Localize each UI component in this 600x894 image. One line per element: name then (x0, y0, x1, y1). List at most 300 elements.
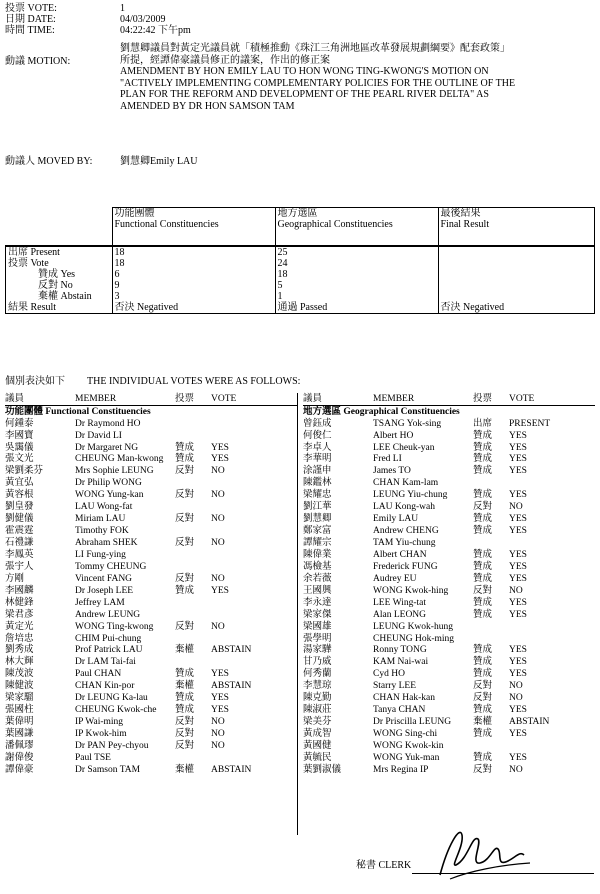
vote-zh: 贊成 (473, 657, 493, 668)
member-vote-row (303, 657, 595, 669)
member-name-en: LEUNG Kwok-hung (373, 621, 453, 632)
vote-zh: 贊成 (473, 549, 493, 560)
member-name-zh: 湯家驊 (303, 645, 332, 656)
member-name-en: Andrew LEUNG (75, 609, 141, 620)
member-vote-row (5, 454, 297, 466)
vote-zh: 贊成 (473, 514, 493, 525)
vote-zh: 反對 (175, 514, 195, 525)
vote-zh: 反對 (175, 466, 195, 477)
member-name-en: IP Wai-ming (75, 717, 124, 728)
date-label: 日期 DATE: (5, 14, 56, 25)
member-name-zh: 梁美芬 (303, 717, 332, 728)
member-name-zh: 黃毓民 (303, 752, 332, 763)
member-name-en: Albert HO (373, 430, 414, 441)
member-name-zh: 張宇人 (5, 561, 34, 572)
vote-en: YES (509, 430, 527, 441)
member-vote-row (5, 585, 297, 597)
vote-label: 投票 VOTE: (5, 3, 57, 14)
vote-zh: 贊成 (473, 454, 493, 465)
vote-zh: 出席 (473, 418, 493, 429)
member-name-en: WONG Yung-kan (75, 490, 144, 501)
member-vote-row (5, 466, 297, 478)
motion-text (120, 43, 590, 112)
member-name-en: LAU Kong-wah (373, 502, 436, 513)
member-vote-row (5, 752, 297, 764)
member-vote-row (303, 490, 595, 502)
vote-en: NO (211, 538, 225, 548)
vote-en: YES (509, 705, 527, 716)
member-name-en: CHAN Kam-lam (373, 478, 439, 489)
vote-zh: 贊成 (473, 442, 493, 453)
geographical-votes-list (303, 393, 595, 776)
member-name-zh: 李鳳英 (5, 549, 34, 560)
member-vote-row (303, 525, 595, 537)
member-name-zh: 譚偉豪 (5, 764, 34, 775)
vote-zh: 反對 (175, 740, 195, 751)
vote-zh: 反對 (473, 693, 493, 704)
member-name-en: IP Kwok-him (75, 729, 127, 739)
motion-line: AMENDED BY DR HON SAMSON TAM (120, 100, 295, 112)
member-name-en: WONG Ting-kwong (75, 621, 154, 632)
member-name-en: Prof Patrick LAU (75, 645, 143, 656)
member-name-en: Dr Raymond HO (75, 418, 141, 429)
vote-zh: 贊成 (473, 573, 493, 584)
member-vote-row (5, 597, 297, 609)
member-name-en: Ronny TONG (373, 645, 427, 656)
member-name-en: Dr Samson TAM (75, 764, 141, 775)
vote-en: YES (509, 752, 527, 763)
member-name-en: KAM Nai-wai (373, 657, 429, 668)
member-name-zh: 陳偉業 (303, 549, 332, 560)
date-value: 04/03/2009 (120, 14, 166, 25)
member-name-en: Jeffrey LAM (75, 597, 125, 608)
member-vote-row (5, 549, 297, 561)
vote-zh: 贊成 (473, 669, 493, 680)
member-name-en: Dr David LI (75, 430, 122, 441)
member-name-en: WONG Kwok-hing (373, 585, 449, 596)
member-name-zh: 陳茂波 (5, 669, 34, 680)
member-name-zh: 王國興 (303, 585, 332, 596)
member-name-zh: 陳克勤 (303, 693, 332, 704)
final-result-header: 最後結果 Final Result (438, 208, 595, 247)
member-name-en: LEUNG Yiu-chung (373, 490, 448, 501)
vote-zh: 反對 (175, 729, 195, 739)
member-name-zh: 黃成智 (303, 729, 332, 739)
vote-zh: 反對 (473, 681, 493, 692)
member-name-zh: 李國麟 (5, 585, 34, 596)
member-name-zh: 張學明 (303, 633, 332, 644)
member-name-zh: 林大輝 (5, 657, 34, 668)
member-name-en: Alan LEONG (373, 609, 427, 620)
vote-en: YES (509, 514, 527, 525)
member-vote-row (5, 478, 297, 490)
member-vote-row (303, 585, 595, 597)
vote-en: YES (509, 490, 527, 501)
member-name-en: James TO (373, 466, 411, 477)
vote-en: YES (211, 693, 229, 704)
vote-en: YES (211, 454, 229, 465)
vote-zh: 反對 (473, 585, 493, 596)
vote-en: NO (509, 502, 523, 513)
member-name-zh: 石禮謙 (5, 538, 34, 548)
vote-zh: 反對 (175, 490, 195, 501)
motion-line: 劉慧卿議員對黃定光議員就「積極推動《珠江三角洲地區改革發展規劃綱要》配套政策」 (120, 43, 510, 54)
member-name-en: Audrey EU (373, 573, 417, 584)
member-vote-row (5, 764, 297, 776)
member-name-en: Paul CHAN (75, 669, 122, 680)
vote-en: NO (509, 764, 523, 775)
column-divider (297, 393, 298, 835)
member-vote-row (303, 442, 595, 454)
vote-en: YES (509, 609, 527, 620)
member-name-en: LI Fung-ying (75, 549, 126, 560)
clerk-label: 秘書 CLERK (356, 860, 412, 871)
member-name-en: Dr LEUNG Ka-lau (75, 693, 148, 704)
member-name-en: Timothy FOK (75, 526, 129, 537)
member-name-zh: 何鍾泰 (5, 418, 34, 429)
vote-zh: 反對 (473, 764, 493, 775)
vote-en: YES (509, 729, 527, 739)
vote-en: YES (509, 466, 527, 477)
member-name-en: CHEUNG Kwok-che (75, 705, 157, 716)
member-name-en: CHIM Pui-chung (75, 633, 142, 644)
member-vote-row (303, 418, 595, 430)
member-name-en: LAU Wong-fat (75, 502, 133, 513)
member-name-zh: 甘乃威 (303, 657, 332, 668)
vote-en: ABSTAIN (509, 717, 550, 728)
vote-en: YES (509, 669, 527, 680)
member-vote-row (303, 466, 595, 478)
member-vote-row (5, 501, 297, 513)
member-name-zh: 余若薇 (303, 573, 332, 584)
member-name-zh: 劉江華 (303, 502, 332, 513)
member-name-en: Vincent FANG (75, 573, 133, 584)
vote-en: YES (509, 561, 527, 572)
functional-votes-list (5, 393, 297, 776)
member-vote-row (5, 692, 297, 704)
member-name-zh: 張文光 (5, 454, 34, 465)
member-vote-row (303, 501, 595, 513)
member-vote-row (303, 740, 595, 752)
vote-en: ABSTAIN (211, 645, 252, 656)
member-vote-row (5, 418, 297, 430)
member-name-zh: 劉秀成 (5, 645, 34, 656)
final-result: 否決 Negatived (438, 246, 595, 314)
member-vote-row (5, 561, 297, 573)
member-vote-row (303, 692, 595, 704)
member-name-zh: 李卓人 (303, 442, 332, 453)
member-name-en: CHAN Hak-kan (373, 693, 436, 704)
vote-zh: 贊成 (175, 705, 195, 716)
member-name-en: Paul TSE (75, 752, 111, 763)
vote-zh: 棄權 (175, 764, 195, 775)
member-name-en: Fred LI (373, 454, 402, 465)
member-name-en: LEE Cheuk-yan (373, 442, 435, 453)
member-name-zh: 陳健波 (5, 681, 34, 692)
member-name-zh: 葉國謙 (5, 729, 34, 739)
vote-en: YES (509, 454, 527, 465)
member-name-en: Dr Joseph LEE (75, 585, 134, 596)
vote-zh: 贊成 (473, 466, 493, 477)
member-vote-row (303, 573, 595, 585)
vote-zh: 贊成 (473, 705, 493, 716)
member-vote-row (303, 716, 595, 728)
member-vote-row (5, 716, 297, 728)
member-vote-row (5, 537, 297, 549)
member-vote-row (303, 549, 595, 561)
member-name-en: TSANG Yok-sing (373, 418, 442, 429)
member-name-en: Dr Priscilla LEUNG (373, 717, 452, 728)
member-name-zh: 黃宜弘 (5, 478, 34, 489)
member-name-zh: 李慧琼 (303, 681, 332, 692)
member-vote-row (5, 633, 297, 645)
member-name-en: CHEUNG Man-kwong (75, 454, 164, 465)
member-name-zh: 譚耀宗 (303, 538, 332, 548)
member-name-zh: 吳靄儀 (5, 442, 34, 453)
member-name-zh: 曾鈺成 (303, 418, 332, 429)
vote-en: YES (509, 657, 527, 668)
member-name-zh: 梁家騮 (5, 693, 34, 704)
vote-en: NO (211, 466, 225, 477)
member-vote-row (303, 752, 595, 764)
vote-en: NO (509, 585, 523, 596)
vote-zh: 贊成 (473, 526, 493, 537)
vote-zh: 反對 (175, 717, 195, 728)
member-vote-row (5, 573, 297, 585)
member-vote-row (5, 740, 297, 752)
member-name-zh: 劉慧卿 (303, 514, 332, 525)
member-name-zh: 梁家傑 (303, 609, 332, 620)
member-name-en: TAM Yiu-chung (373, 538, 436, 548)
member-name-en: Dr Margaret NG (75, 442, 139, 453)
row-labels: 出席 Present 投票 Vote 贊成 Yes 反對 No 棄權 Abstain 結果 Result (6, 246, 113, 314)
geographical-section-title: 地方選區 Geographical Constituencies (303, 406, 460, 417)
vote-zh: 贊成 (175, 585, 195, 596)
member-name-en: Mrs Sophie LEUNG (75, 466, 154, 477)
vote-zh: 贊成 (473, 752, 493, 763)
member-name-en: CHAN Kin-por (75, 681, 135, 692)
member-name-en: Miriam LAU (75, 514, 126, 525)
member-name-zh: 葉劉淑儀 (303, 764, 342, 775)
vote-zh: 反對 (175, 621, 195, 632)
member-name-en: Tanya CHAN (373, 705, 426, 716)
functional-header: 功能團體 Functional Constituencies (112, 208, 275, 247)
vote-en: NO (509, 693, 523, 704)
member-name-zh: 霍震霆 (5, 526, 34, 537)
vote-en: NO (211, 729, 225, 739)
member-vote-row (5, 609, 297, 621)
member-vote-row (303, 609, 595, 621)
member-vote-row (303, 430, 595, 442)
vote-en: YES (509, 526, 527, 537)
member-vote-row (5, 704, 297, 716)
vote-en: YES (509, 573, 527, 584)
member-name-en: Emily LAU (373, 514, 419, 525)
member-name-zh: 涂謹申 (303, 466, 332, 477)
member-name-en: LEE Wing-tat (373, 597, 426, 608)
vote-zh: 棄權 (175, 645, 195, 656)
member-name-zh: 陳淑莊 (303, 705, 332, 716)
member-vote-row (5, 525, 297, 537)
member-name-zh: 潘佩璆 (5, 740, 34, 751)
vote-en: NO (509, 681, 523, 692)
vote-zh: 贊成 (175, 454, 195, 465)
member-name-zh: 黃容根 (5, 490, 34, 501)
individual-votes-heading: 個別表決如下 THE INDIVIDUAL VOTES WERE AS FOLLOWS: (5, 376, 301, 387)
vote-zh: 反對 (473, 502, 493, 513)
vote-en: NO (211, 490, 225, 501)
member-vote-row (5, 621, 297, 633)
signature-line (412, 873, 594, 874)
member-name-en: Starry LEE (373, 681, 417, 692)
mover-value: 劉慧卿Emily LAU (120, 156, 198, 167)
member-name-en: WONG Yuk-man (373, 752, 440, 763)
member-name-zh: 梁耀忠 (303, 490, 332, 501)
member-vote-row (303, 454, 595, 466)
member-name-zh: 李國寶 (5, 430, 34, 441)
functional-counts: 18 18 6 9 3 否決 Negatived (112, 246, 275, 314)
member-vote-row (303, 513, 595, 525)
vote-en: YES (211, 705, 229, 716)
member-name-zh: 李華明 (303, 454, 332, 465)
column-header: 議員 MEMBER 投票 VOTE (5, 393, 297, 406)
member-vote-row (5, 728, 297, 740)
vote-zh: 贊成 (175, 442, 195, 453)
member-name-zh: 鄭家富 (303, 526, 332, 537)
member-vote-row (303, 669, 595, 681)
mover-label: 動議人 MOVED BY: (5, 156, 93, 167)
vote-zh: 贊成 (175, 693, 195, 704)
member-name-zh: 謝偉俊 (5, 752, 34, 763)
motion-line: "ACTIVELY IMPLEMENTING COMPLEMENTARY POLICIES FOR THE OUTLINE OF THE (120, 77, 516, 89)
member-name-zh: 梁君彥 (5, 609, 34, 620)
motion-line: AMENDMENT BY HON EMILY LAU TO HON WONG TING-KWONG'S MOTION ON (120, 66, 489, 77)
vote-en: ABSTAIN (211, 681, 252, 692)
vote-en: NO (211, 740, 225, 751)
member-vote-row (303, 633, 595, 645)
member-name-en: Abraham SHEK (75, 538, 138, 548)
member-name-zh: 黃定光 (5, 621, 34, 632)
member-vote-row (5, 442, 297, 454)
vote-zh: 贊成 (473, 597, 493, 608)
vote-header (5, 3, 191, 36)
vote-en: ABSTAIN (211, 764, 252, 775)
member-name-zh: 何俊仁 (303, 430, 332, 441)
result-table (5, 207, 595, 314)
member-vote-row (5, 490, 297, 502)
member-name-en: Mrs Regina IP (373, 764, 429, 775)
member-name-zh: 馮檢基 (303, 561, 332, 572)
member-vote-row (5, 669, 297, 681)
member-vote-row (303, 597, 595, 609)
member-vote-row (303, 478, 595, 490)
vote-en: YES (509, 442, 527, 453)
member-vote-row (5, 513, 297, 525)
member-name-en: CHEUNG Hok-ming (373, 633, 455, 644)
member-name-zh: 梁劉柔芬 (5, 466, 44, 477)
member-name-en: Cyd HO (373, 669, 405, 680)
vote-zh: 反對 (175, 538, 195, 548)
member-name-zh: 詹培忠 (5, 633, 34, 644)
member-name-zh: 陳鑑林 (303, 478, 332, 489)
vote-zh: 贊成 (473, 609, 493, 620)
member-name-zh: 方剛 (5, 573, 25, 584)
vote-en: YES (211, 442, 229, 453)
member-name-en: WONG Kwok-kin (373, 740, 444, 751)
member-name-en: Frederick FUNG (373, 561, 438, 572)
member-vote-row (5, 430, 297, 442)
vote-zh: 贊成 (473, 729, 493, 739)
functional-section-title: 功能團體 Functional Constituencies (5, 406, 151, 417)
member-name-en: Dr LAM Tai-fai (75, 657, 136, 668)
vote-en: NO (211, 514, 225, 525)
time-value: 04:22:42 下午pm (120, 25, 191, 36)
member-vote-row (5, 681, 297, 693)
vote-en: PRESENT (509, 418, 551, 429)
member-name-zh: 何秀蘭 (303, 669, 332, 680)
member-name-zh: 劉皇發 (5, 502, 34, 513)
motion-label: 動議 MOTION: (5, 56, 71, 67)
member-vote-row (303, 561, 595, 573)
geographical-counts: 25 24 18 5 1 通過 Passed (275, 246, 438, 314)
vote-en: NO (211, 717, 225, 728)
vote-zh: 棄權 (175, 681, 195, 692)
member-name-zh: 劉健儀 (5, 514, 34, 525)
vote-en: YES (509, 645, 527, 656)
member-vote-row (303, 764, 595, 776)
motion-line: 所提，經譚偉豪議員修正的議案，作出的修正案 (120, 54, 330, 66)
member-vote-row (5, 657, 297, 669)
vote-zh: 棄權 (473, 717, 493, 728)
motion-line: PLAN FOR THE REFORM AND DEVELOPMENT OF THE PEARL RIVER DELTA" AS (120, 89, 489, 100)
column-header: 議員 MEMBER 投票 VOTE (303, 393, 595, 406)
member-name-en: Tommy CHEUNG (75, 561, 147, 572)
vote-zh: 贊成 (473, 430, 493, 441)
member-vote-row (303, 645, 595, 657)
member-name-en: Andrew CHENG (373, 526, 439, 537)
vote-en: YES (509, 549, 527, 560)
member-name-zh: 林健鋒 (5, 597, 34, 608)
member-vote-row (303, 537, 595, 549)
vote-en: NO (211, 573, 225, 584)
mover (5, 156, 198, 167)
member-name-en: Dr Philip WONG (75, 478, 142, 489)
member-vote-row (303, 621, 595, 633)
member-name-en: WONG Sing-chi (373, 729, 438, 739)
member-vote-row (303, 681, 595, 693)
vote-en: YES (211, 669, 229, 680)
vote-zh: 贊成 (473, 490, 493, 501)
member-vote-row (5, 645, 297, 657)
geographical-header: 地方選區 Geographical Constituencies (275, 208, 438, 247)
time-label: 時間 TIME: (5, 25, 55, 36)
member-name-zh: 黃國健 (303, 740, 332, 751)
vote-en: YES (211, 585, 229, 596)
member-name-en: Dr PAN Pey-chyou (75, 740, 149, 751)
member-name-zh: 葉偉明 (5, 717, 34, 728)
member-vote-row (303, 728, 595, 740)
vote-en: NO (211, 621, 225, 632)
vote-zh: 贊成 (473, 561, 493, 572)
vote-zh: 贊成 (175, 669, 195, 680)
vote-zh: 反對 (175, 573, 195, 584)
member-vote-row (303, 704, 595, 716)
vote-en: YES (509, 597, 527, 608)
member-name-zh: 李永達 (303, 597, 332, 608)
member-name-zh: 張國柱 (5, 705, 34, 716)
vote-value: 1 (120, 3, 125, 14)
member-name-zh: 梁國雄 (303, 621, 332, 632)
